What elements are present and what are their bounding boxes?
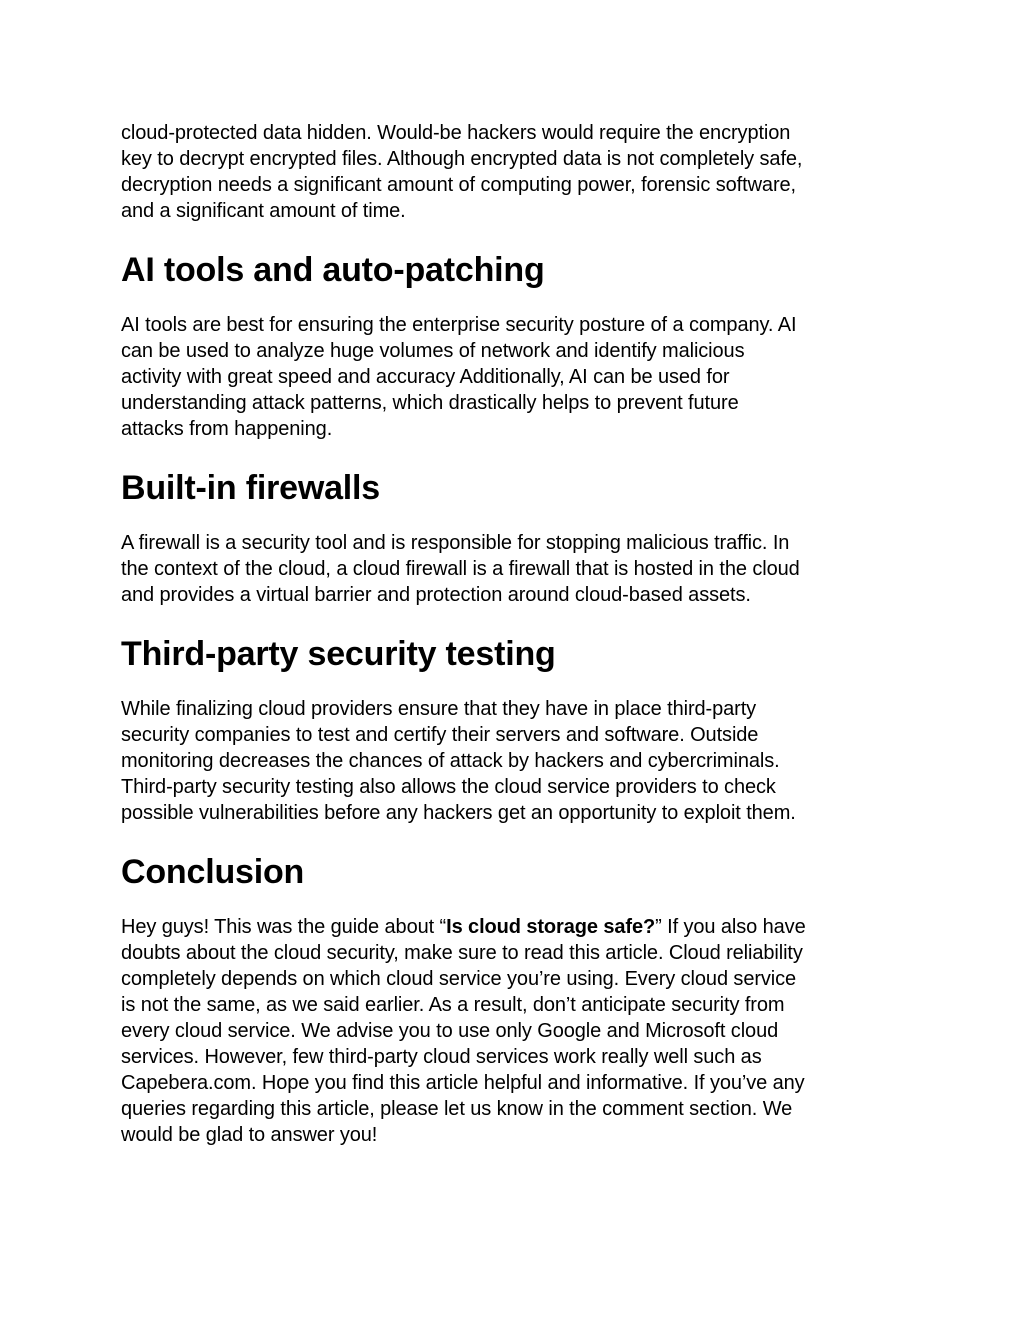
text-line: would be glad to answer you! xyxy=(121,1124,378,1146)
intro-paragraph xyxy=(121,120,921,224)
text-line: key to decrypt encrypted files. Although encrypted data is not completely safe, xyxy=(121,148,803,170)
text-line xyxy=(121,914,921,940)
conclusion-text: ” If you also have xyxy=(655,916,806,938)
text-line: possible vulnerabilities before any hackers get an opportunity to exploit them. xyxy=(121,802,796,824)
third-party-testing-paragraph xyxy=(121,696,921,826)
document-page xyxy=(121,120,921,1148)
text-line: understanding attack patterns, which drastically helps to prevent future xyxy=(121,392,739,414)
text-line: activity with great speed and accuracy Additionally, AI can be used for xyxy=(121,366,730,388)
heading-conclusion: Conclusion xyxy=(121,853,305,891)
heading-third-party-testing: Third-party security testing xyxy=(121,635,556,673)
text-line: attacks from happening. xyxy=(121,418,333,440)
text-line: doubts about the cloud security, make sure to read this article. Cloud reliability xyxy=(121,942,803,964)
text-line: services. However, few third-party cloud services work really well such as xyxy=(121,1046,762,1068)
text-line: Capebera.com. Hope you find this article helpful and informative. If you’ve any xyxy=(121,1072,805,1094)
article-title-emphasis: Is cloud storage safe? xyxy=(446,916,656,938)
conclusion-text: Hey guys! This was the guide about “ xyxy=(121,916,447,938)
conclusion-paragraph xyxy=(121,914,921,1148)
text-line: the context of the cloud, a cloud firewall is a firewall that is hosted in the cloud xyxy=(121,558,800,580)
text-line: cloud-protected data hidden. Would-be hackers would require the encryption xyxy=(121,122,791,144)
text-line: While finalizing cloud providers ensure that they have in place third-party xyxy=(121,698,757,720)
text-line: completely depends on which cloud service you’re using. Every cloud service xyxy=(121,968,797,990)
text-line: monitoring decreases the chances of attack by hackers and cybercriminals. xyxy=(121,750,780,772)
text-line: is not the same, as we said earlier. As a result, don’t anticipate security from xyxy=(121,994,785,1016)
text-line: and a significant amount of time. xyxy=(121,200,406,222)
ai-tools-paragraph xyxy=(121,312,921,442)
text-line: security companies to test and certify their servers and software. Outside xyxy=(121,724,759,746)
text-line: A firewall is a security tool and is responsible for stopping malicious traffic. In xyxy=(121,532,790,554)
firewalls-paragraph xyxy=(121,530,921,608)
text-line: queries regarding this article, please let us know in the comment section. We xyxy=(121,1098,793,1120)
text-line: Third-party security testing also allows the cloud service providers to check xyxy=(121,776,776,798)
text-line: can be used to analyze huge volumes of network and identify malicious xyxy=(121,340,745,362)
text-line: decryption needs a significant amount of computing power, forensic software, xyxy=(121,174,796,196)
heading-ai-tools: AI tools and auto-patching xyxy=(121,251,545,289)
text-line: AI tools are best for ensuring the enterprise security posture of a company. AI xyxy=(121,314,797,336)
text-line: every cloud service. We advise you to use only Google and Microsoft cloud xyxy=(121,1020,779,1042)
text-line: and provides a virtual barrier and protection around cloud-based assets. xyxy=(121,584,751,606)
heading-built-in-firewalls: Built-in firewalls xyxy=(121,469,380,507)
